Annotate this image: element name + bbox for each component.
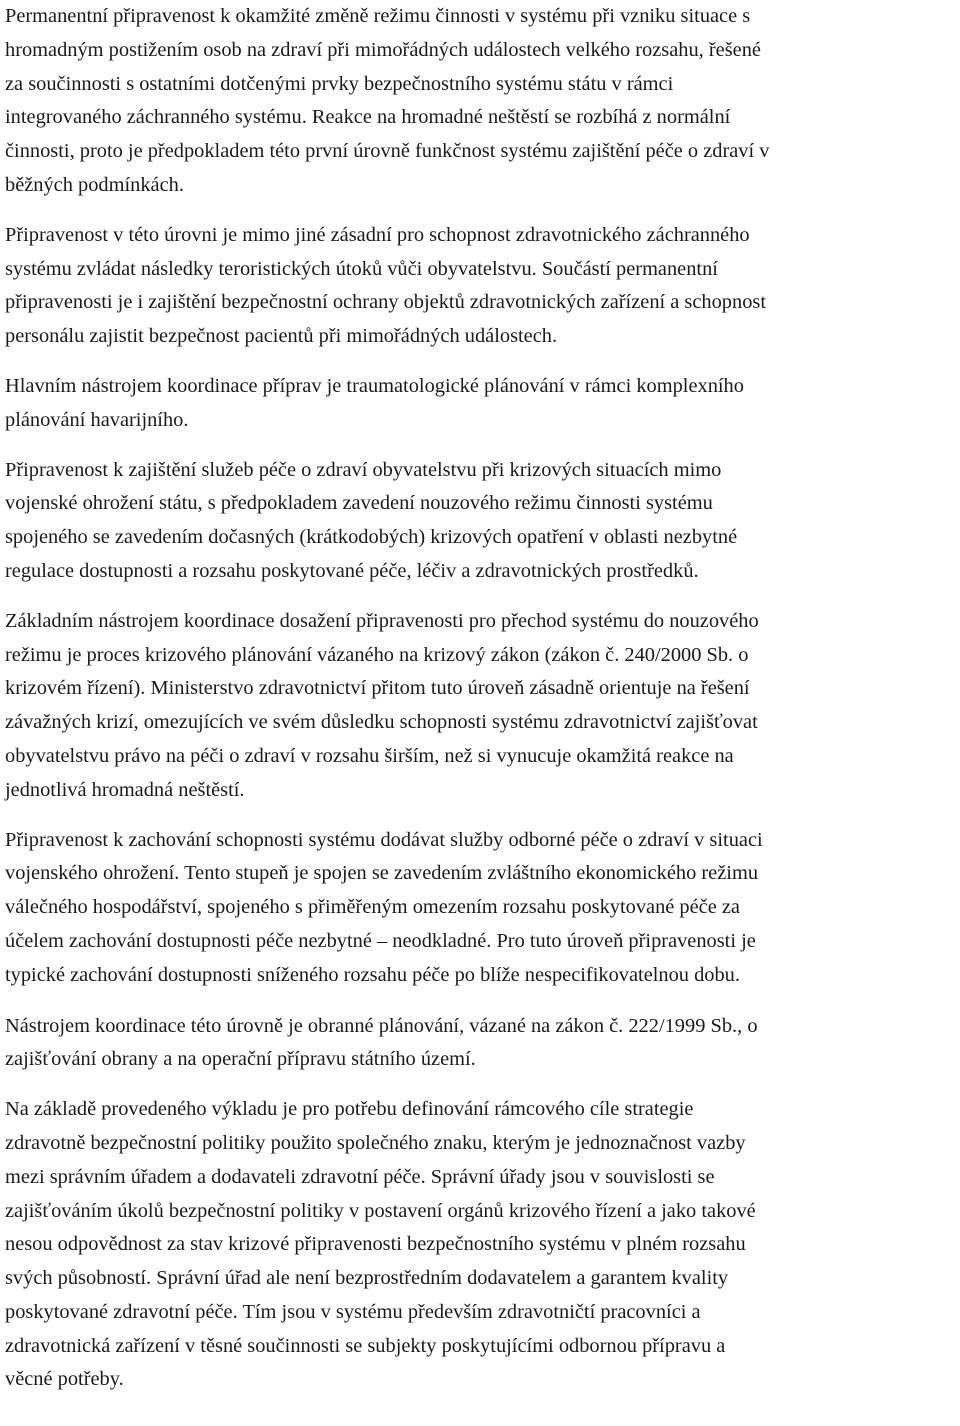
text-line: připravenosti je i zajištění bezpečnostní ochrany objektů zdravotnických zařízení a schopnost (5, 291, 766, 314)
text-line: Základním nástrojem koordinace dosažení připravenosti pro přechod systému do nouzového (5, 609, 759, 632)
text-line: Nástrojem koordinace této úrovně je obranné plánování, vázané na zákon č. 222/1999 Sb., o (5, 1014, 758, 1037)
text-line: Permanentní připravenost k okamžité změně režimu činnosti v systému při vzniku situace s (5, 5, 751, 27)
text-line: obyvatelstvu právo na péči o zdraví v rozsahu širším, než si vynucuje okamžitá reakce na (5, 744, 734, 767)
paragraph-strategy-goal (5, 1093, 955, 1397)
text-line: Hlavním nástrojem koordinace příprav je traumatologické plánování v rámci komplexního (5, 374, 744, 397)
document-body (5, 0, 955, 1397)
paragraph-defence-planning (5, 1010, 955, 1078)
text-line: zdravotnická zařízení v těsné součinnosti se subjekty poskytujícími odbornou přípravu a (5, 1334, 726, 1357)
text-line: věcné potřeby. (5, 1368, 124, 1391)
paragraph-military-threat (5, 824, 955, 993)
text-line: systému zvládat následky teroristických útoků vůči obyvatelstvu. Součástí permanentní (5, 257, 718, 280)
text-line: jednotlivá hromadná neštěstí. (5, 778, 245, 801)
paragraph-permanent-readiness (5, 0, 955, 203)
text-line: válečného hospodářství, spojeného s přiměřeným omezením rozsahu poskytované péče za (5, 896, 740, 919)
text-line: Připravenost v této úrovni je mimo jiné zásadní pro schopnost zdravotnického záchranného (5, 223, 750, 246)
text-line: zajišťováním úkolů bezpečnostní politiky v postavení orgánů krizového řízení a jako takové (5, 1199, 756, 1222)
text-line: závažných krizí, omezujících ve svém důsledku schopnosti systému zdravotnictví zajišťovat (5, 711, 758, 734)
text-line: plánování havarijního. (5, 408, 189, 431)
text-line: typické zachování dostupnosti sníženého rozsahu péče po blíže nespecifikovatelnou dobu. (5, 963, 740, 986)
text-line: vojenské ohrožení státu, s předpokladem zavedení nouzového režimu činnosti systému (5, 492, 713, 515)
paragraph-crisis-readiness (5, 454, 955, 589)
paragraph-readiness-level (5, 219, 955, 354)
text-line: zajišťování obrany a na operační přípravu státního území. (5, 1048, 476, 1071)
text-line: vojenského ohrožení. Tento stupeň je spojen se zavedením zvláštního ekonomického režimu (5, 862, 759, 885)
text-line: režimu je proces krizového plánování vázaného na krizový zákon (zákon č. 240/2000 Sb. o (5, 643, 749, 666)
text-line: regulace dostupnosti a rozsahu poskytované péče, léčiv a zdravotnických prostředků. (5, 559, 699, 582)
text-line: krizovém řízení). Ministerstvo zdravotnictví přitom tuto úroveň zásadně orientuje na řešení (5, 677, 750, 700)
text-line: nesou odpovědnost za stav krizové připravenosti bezpečnostního systému v plném rozsahu (5, 1233, 746, 1256)
text-line: Připravenost k zajištění služeb péče o zdraví obyvatelstvu při krizových situacích mimo (5, 458, 722, 481)
text-line: integrovaného záchranného systému. Reakce na hromadné neštěstí se rozbíhá z normální (5, 106, 731, 129)
text-line: Na základě provedeného výkladu je pro potřebu definování rámcového cíle strategie (5, 1098, 694, 1121)
paragraph-main-tool (5, 370, 955, 438)
text-line: běžných podmínkách. (5, 173, 184, 196)
text-line: personálu zajistit bezpečnost pacientů při mimořádných událostech. (5, 325, 558, 348)
text-line: zdravotně bezpečnostní politiky použito společného znaku, kterým je jednoznačnost vazby (5, 1131, 746, 1154)
text-line: poskytované zdravotní péče. Tím jsou v systému především zdravotničtí pracovníci a (5, 1300, 701, 1323)
text-line: mezi správním úřadem a dodavateli zdravotní péče. Správní úřady jsou v souvislosti se (5, 1165, 715, 1188)
paragraph-crisis-planning (5, 605, 955, 808)
text-line: Připravenost k zachování schopnosti systému dodávat služby odborné péče o zdraví v situaci (5, 828, 763, 851)
text-line: účelem zachování dostupnosti péče nezbytné – neodkladné. Pro tuto úroveň připravenosti je (5, 929, 756, 952)
text-line: činnosti, proto je předpokladem této první úrovně funkčnost systému zajištění péče o zdraví v (5, 140, 770, 163)
text-line: hromadným postižením osob na zdraví při mimořádných událostech velkého rozsahu, řešené (5, 38, 761, 61)
text-line: svých působností. Správní úřad ale není bezprostředním dodavatelem a garantem kvality (5, 1267, 729, 1290)
text-line: za součinnosti s ostatními dotčenými prvky bezpečnostního systému státu v rámci (5, 72, 674, 95)
text-line: spojeného se zavedením dočasných (krátkodobých) krizových opatření v oblasti nezbytné (5, 526, 738, 549)
